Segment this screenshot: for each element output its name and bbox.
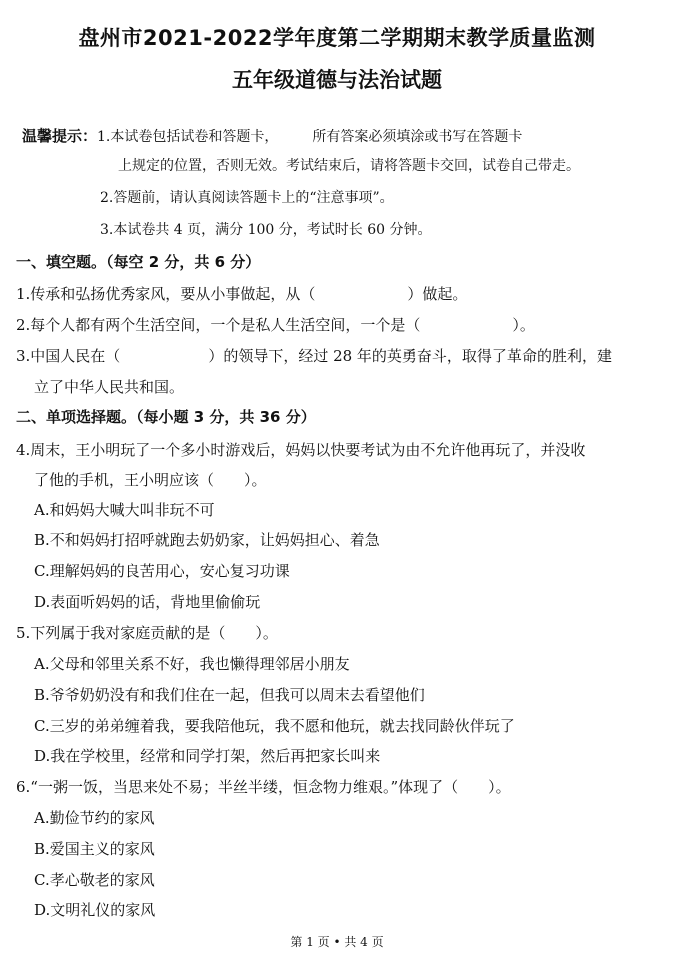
q4-option-b: B.不和妈妈打招呼就跑去奶奶家，让妈妈担心、着急 bbox=[34, 531, 380, 549]
q5-option-b: B.爷爷奶奶没有和我们住在一起，但我可以周末去看望他们 bbox=[34, 686, 425, 704]
notes-item1-part1: 1.本试卷包括试卷和答题卡， bbox=[97, 129, 279, 145]
q4-option-d: D.表面听妈妈的话，背地里偷偷玩 bbox=[34, 593, 261, 611]
q6-option-a: A.勤俭节约的家风 bbox=[34, 809, 155, 827]
q4-option-a: A.和妈妈大喊大叫非玩不可 bbox=[34, 501, 215, 519]
notes-item3: 3.本试卷共 4 页，满分 100 分，考试时长 60 分钟。 bbox=[100, 222, 432, 238]
notes-first-line bbox=[22, 126, 522, 147]
q5-option-d: D.我在学校里，经常和同学打架，然后再把家长叫来 bbox=[34, 747, 381, 765]
question-2 bbox=[16, 315, 535, 335]
question-5-line1: 5.下列属于我对家庭贡献的是（ ）。 bbox=[16, 624, 278, 642]
question-3 bbox=[16, 346, 612, 366]
q6-option-b: B.爱国主义的家风 bbox=[34, 840, 155, 858]
q5-option-c: C.三岁的弟弟缠着我，要我陪他玩，我不愿和他玩，就去找同龄伙伴玩了 bbox=[34, 717, 515, 735]
q3-text-a: 3.中国人民在（ bbox=[16, 347, 121, 365]
q6-option-c: C.孝心敬老的家风 bbox=[34, 871, 155, 889]
section2-heading: 二、单项选择题。（每小题 3 分，共 36 分） bbox=[16, 408, 316, 426]
notes-item2: 2.答题前，请认真阅读答题卡上的“注意事项”。 bbox=[100, 190, 394, 206]
notes-item1-continuation: 上规定的位置，否则无效。考试结束后，请将答题卡交回，试卷自己带走。 bbox=[118, 158, 580, 174]
question-1 bbox=[16, 284, 467, 304]
q1-text-b: ）做起。 bbox=[407, 285, 468, 303]
q2-text-b: ）。 bbox=[512, 316, 535, 334]
exam-title: 盘州市2021-2022学年度第二学期期末教学质量监测 bbox=[78, 26, 596, 50]
notes-label: 温馨提示： bbox=[22, 127, 98, 145]
q3-text-b: ）的领导下，经过 28 年的英勇奋斗，取得了革命的胜利，建 bbox=[208, 347, 612, 365]
section1-heading: 一、填空题。（每空 2 分，共 6 分） bbox=[16, 253, 261, 271]
question-4-line1: 4.周末，王小明玩了一个多小时游戏后，妈妈以快要考试为由不允许他再玩了，并没收 bbox=[16, 441, 586, 459]
notes-item1-part2: 所有答案必须填涂或书写在答题卡 bbox=[312, 129, 523, 145]
q4-option-c: C.理解妈妈的良苦用心，安心复习功课 bbox=[34, 562, 290, 580]
question-6-line1: 6.“一粥一饭，当思来处不易；半丝半缕，恒念物力维艰。”体现了（ ）。 bbox=[16, 778, 511, 796]
q6-option-d: D.文明礼仪的家风 bbox=[34, 901, 156, 919]
q3-continuation: 立了中华人民共和国。 bbox=[34, 378, 185, 396]
q2-text-a: 2.每个人都有两个生活空间，一个是私人生活空间，一个是（ bbox=[16, 316, 421, 334]
exam-subtitle: 五年级道德与法治试题 bbox=[232, 68, 442, 92]
question-4-line2: 了他的手机，王小明应该（ ）。 bbox=[34, 471, 267, 489]
q1-text-a: 1.传承和弘扬优秀家风，要从小事做起，从（ bbox=[16, 285, 316, 303]
page-footer: 第 1 页 • 共 4 页 bbox=[290, 935, 384, 949]
q5-option-a: A.父母和邻里关系不好，我也懒得理邻居小朋友 bbox=[34, 655, 350, 673]
